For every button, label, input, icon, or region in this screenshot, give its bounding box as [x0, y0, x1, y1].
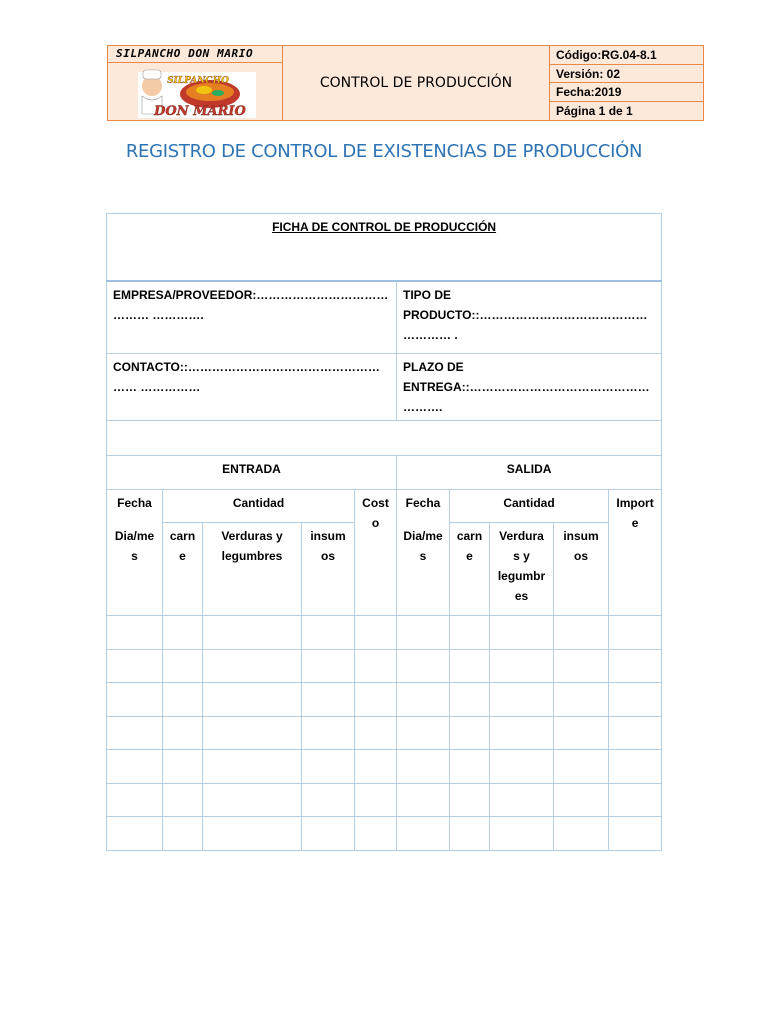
ficha-title-cell: [107, 214, 662, 281]
table-cell[interactable]: [107, 783, 163, 817]
table-cell[interactable]: [355, 616, 397, 650]
table-cell[interactable]: [490, 817, 554, 851]
table-cell[interactable]: [397, 616, 450, 650]
table-cell[interactable]: [397, 649, 450, 683]
table-row: [107, 649, 662, 683]
table-cell[interactable]: [203, 783, 302, 817]
table-cell[interactable]: [107, 817, 163, 851]
empresa-field[interactable]: EMPRESA/PROVEEDOR:…………………………………… ………….: [107, 281, 397, 354]
table-cell[interactable]: [302, 817, 355, 851]
table-cell[interactable]: [609, 783, 662, 817]
table-cell[interactable]: [203, 750, 302, 784]
table-cell[interactable]: [609, 649, 662, 683]
table-cell[interactable]: [609, 616, 662, 650]
table-cell[interactable]: [450, 783, 490, 817]
header-meta: [550, 45, 704, 121]
blank-row: [107, 421, 662, 456]
table-cell[interactable]: [355, 817, 397, 851]
table-cell[interactable]: [554, 649, 609, 683]
table-cell[interactable]: [609, 683, 662, 717]
control-form: [106, 213, 661, 851]
codigo-label: Código:RG.04-8.1: [550, 46, 703, 65]
table-row: [107, 783, 662, 817]
table-row: [107, 616, 662, 650]
table-cell[interactable]: [302, 783, 355, 817]
table-cell[interactable]: [302, 683, 355, 717]
table-cell[interactable]: [107, 616, 163, 650]
entrada-verduras-header: Verduras y legumbres: [203, 523, 302, 616]
table-row: [107, 683, 662, 717]
salida-carne-header: carne: [450, 523, 490, 616]
table-cell[interactable]: [302, 616, 355, 650]
table-cell[interactable]: [163, 716, 203, 750]
plazo-entrega-field[interactable]: PLAZO DE ENTREGA::……………………………………………….: [397, 354, 662, 421]
table-cell[interactable]: [450, 750, 490, 784]
table-cell[interactable]: [163, 817, 203, 851]
table-cell[interactable]: [107, 649, 163, 683]
table-cell[interactable]: [355, 716, 397, 750]
table-cell[interactable]: [163, 649, 203, 683]
table-cell[interactable]: [302, 649, 355, 683]
table-cell[interactable]: [163, 783, 203, 817]
table-cell[interactable]: [609, 716, 662, 750]
salida-insumos-header: insumos: [554, 523, 609, 616]
table-cell[interactable]: [554, 817, 609, 851]
table-cell[interactable]: [609, 750, 662, 784]
table-row: [107, 817, 662, 851]
salida-verduras-header: Verduras y legumbres: [490, 523, 554, 616]
salida-diames-header: Dia/mes: [397, 523, 450, 616]
table-row: [107, 750, 662, 784]
table-cell[interactable]: [490, 616, 554, 650]
version-label: Versión: 02: [550, 65, 703, 84]
table-cell[interactable]: [554, 750, 609, 784]
table-cell[interactable]: [397, 783, 450, 817]
contacto-field[interactable]: CONTACTO::……………………………………………… ……………: [107, 354, 397, 421]
table-cell[interactable]: [355, 649, 397, 683]
table-cell[interactable]: [397, 817, 450, 851]
table-cell[interactable]: [107, 750, 163, 784]
brand-name: SILPANCHO DON MARIO: [108, 46, 282, 63]
entrada-header: ENTRADA: [107, 456, 397, 490]
fecha-label: Fecha:2019: [550, 83, 703, 102]
entrada-fecha-header: Fecha: [107, 490, 163, 523]
table-cell[interactable]: [397, 683, 450, 717]
table-cell[interactable]: [554, 783, 609, 817]
table-cell[interactable]: [107, 683, 163, 717]
table-cell[interactable]: [355, 783, 397, 817]
entrada-carne-header: carne: [163, 523, 203, 616]
entrada-insumos-header: insumos: [302, 523, 355, 616]
table-cell[interactable]: [490, 683, 554, 717]
header-title: CONTROL DE PRODUCCIÓN: [283, 45, 550, 121]
table-cell[interactable]: [450, 817, 490, 851]
table-row: [107, 716, 662, 750]
table-cell[interactable]: [490, 750, 554, 784]
table-cell[interactable]: [302, 750, 355, 784]
table-cell[interactable]: [490, 649, 554, 683]
table-cell[interactable]: [490, 783, 554, 817]
table-cell[interactable]: [450, 616, 490, 650]
salida-header: SALIDA: [397, 456, 662, 490]
table-cell[interactable]: [163, 616, 203, 650]
pagina-label: Página 1 de 1: [556, 103, 633, 118]
restaurant-logo-icon: [138, 68, 256, 118]
table-cell[interactable]: [490, 716, 554, 750]
table-cell[interactable]: [554, 683, 609, 717]
salida-cantidad-header: Cantidad: [450, 490, 609, 523]
importe-header: Importe: [609, 490, 662, 616]
salida-fecha-header: Fecha: [397, 490, 450, 523]
table-cell[interactable]: [107, 716, 163, 750]
costo-header: Costo: [355, 490, 397, 616]
table-cell[interactable]: [397, 750, 450, 784]
table-cell[interactable]: [203, 616, 302, 650]
table-cell[interactable]: [163, 750, 203, 784]
entrada-diames-header: Dia/mes: [107, 523, 163, 616]
table-cell[interactable]: [163, 683, 203, 717]
ficha-title: FICHA DE CONTROL DE PRODUCCIÓN: [272, 220, 497, 234]
table-cell[interactable]: [450, 683, 490, 717]
table-cell[interactable]: [450, 649, 490, 683]
table-cell[interactable]: [203, 817, 302, 851]
table-cell[interactable]: [609, 817, 662, 851]
brand-cell: [107, 45, 283, 121]
document-title: REGISTRO DE CONTROL DE EXISTENCIAS DE PRODUCCIÓN: [125, 141, 643, 162]
table-cell[interactable]: [203, 649, 302, 683]
table-cell[interactable]: [554, 716, 609, 750]
table-cell[interactable]: [397, 716, 450, 750]
entrada-cantidad-header: Cantidad: [163, 490, 355, 523]
table-cell[interactable]: [355, 683, 397, 717]
tipo-producto-field[interactable]: TIPO DE PRODUCTO::……………………………………………… .: [397, 281, 662, 354]
table-cell[interactable]: [203, 716, 302, 750]
table-cell[interactable]: [450, 716, 490, 750]
logo-text-bottom: DON MARIO: [154, 104, 246, 118]
table-cell[interactable]: [203, 683, 302, 717]
table-cell[interactable]: [302, 716, 355, 750]
table-cell[interactable]: [355, 750, 397, 784]
table-cell[interactable]: [554, 616, 609, 650]
logo-text-top: SILPANCHO: [167, 76, 229, 86]
